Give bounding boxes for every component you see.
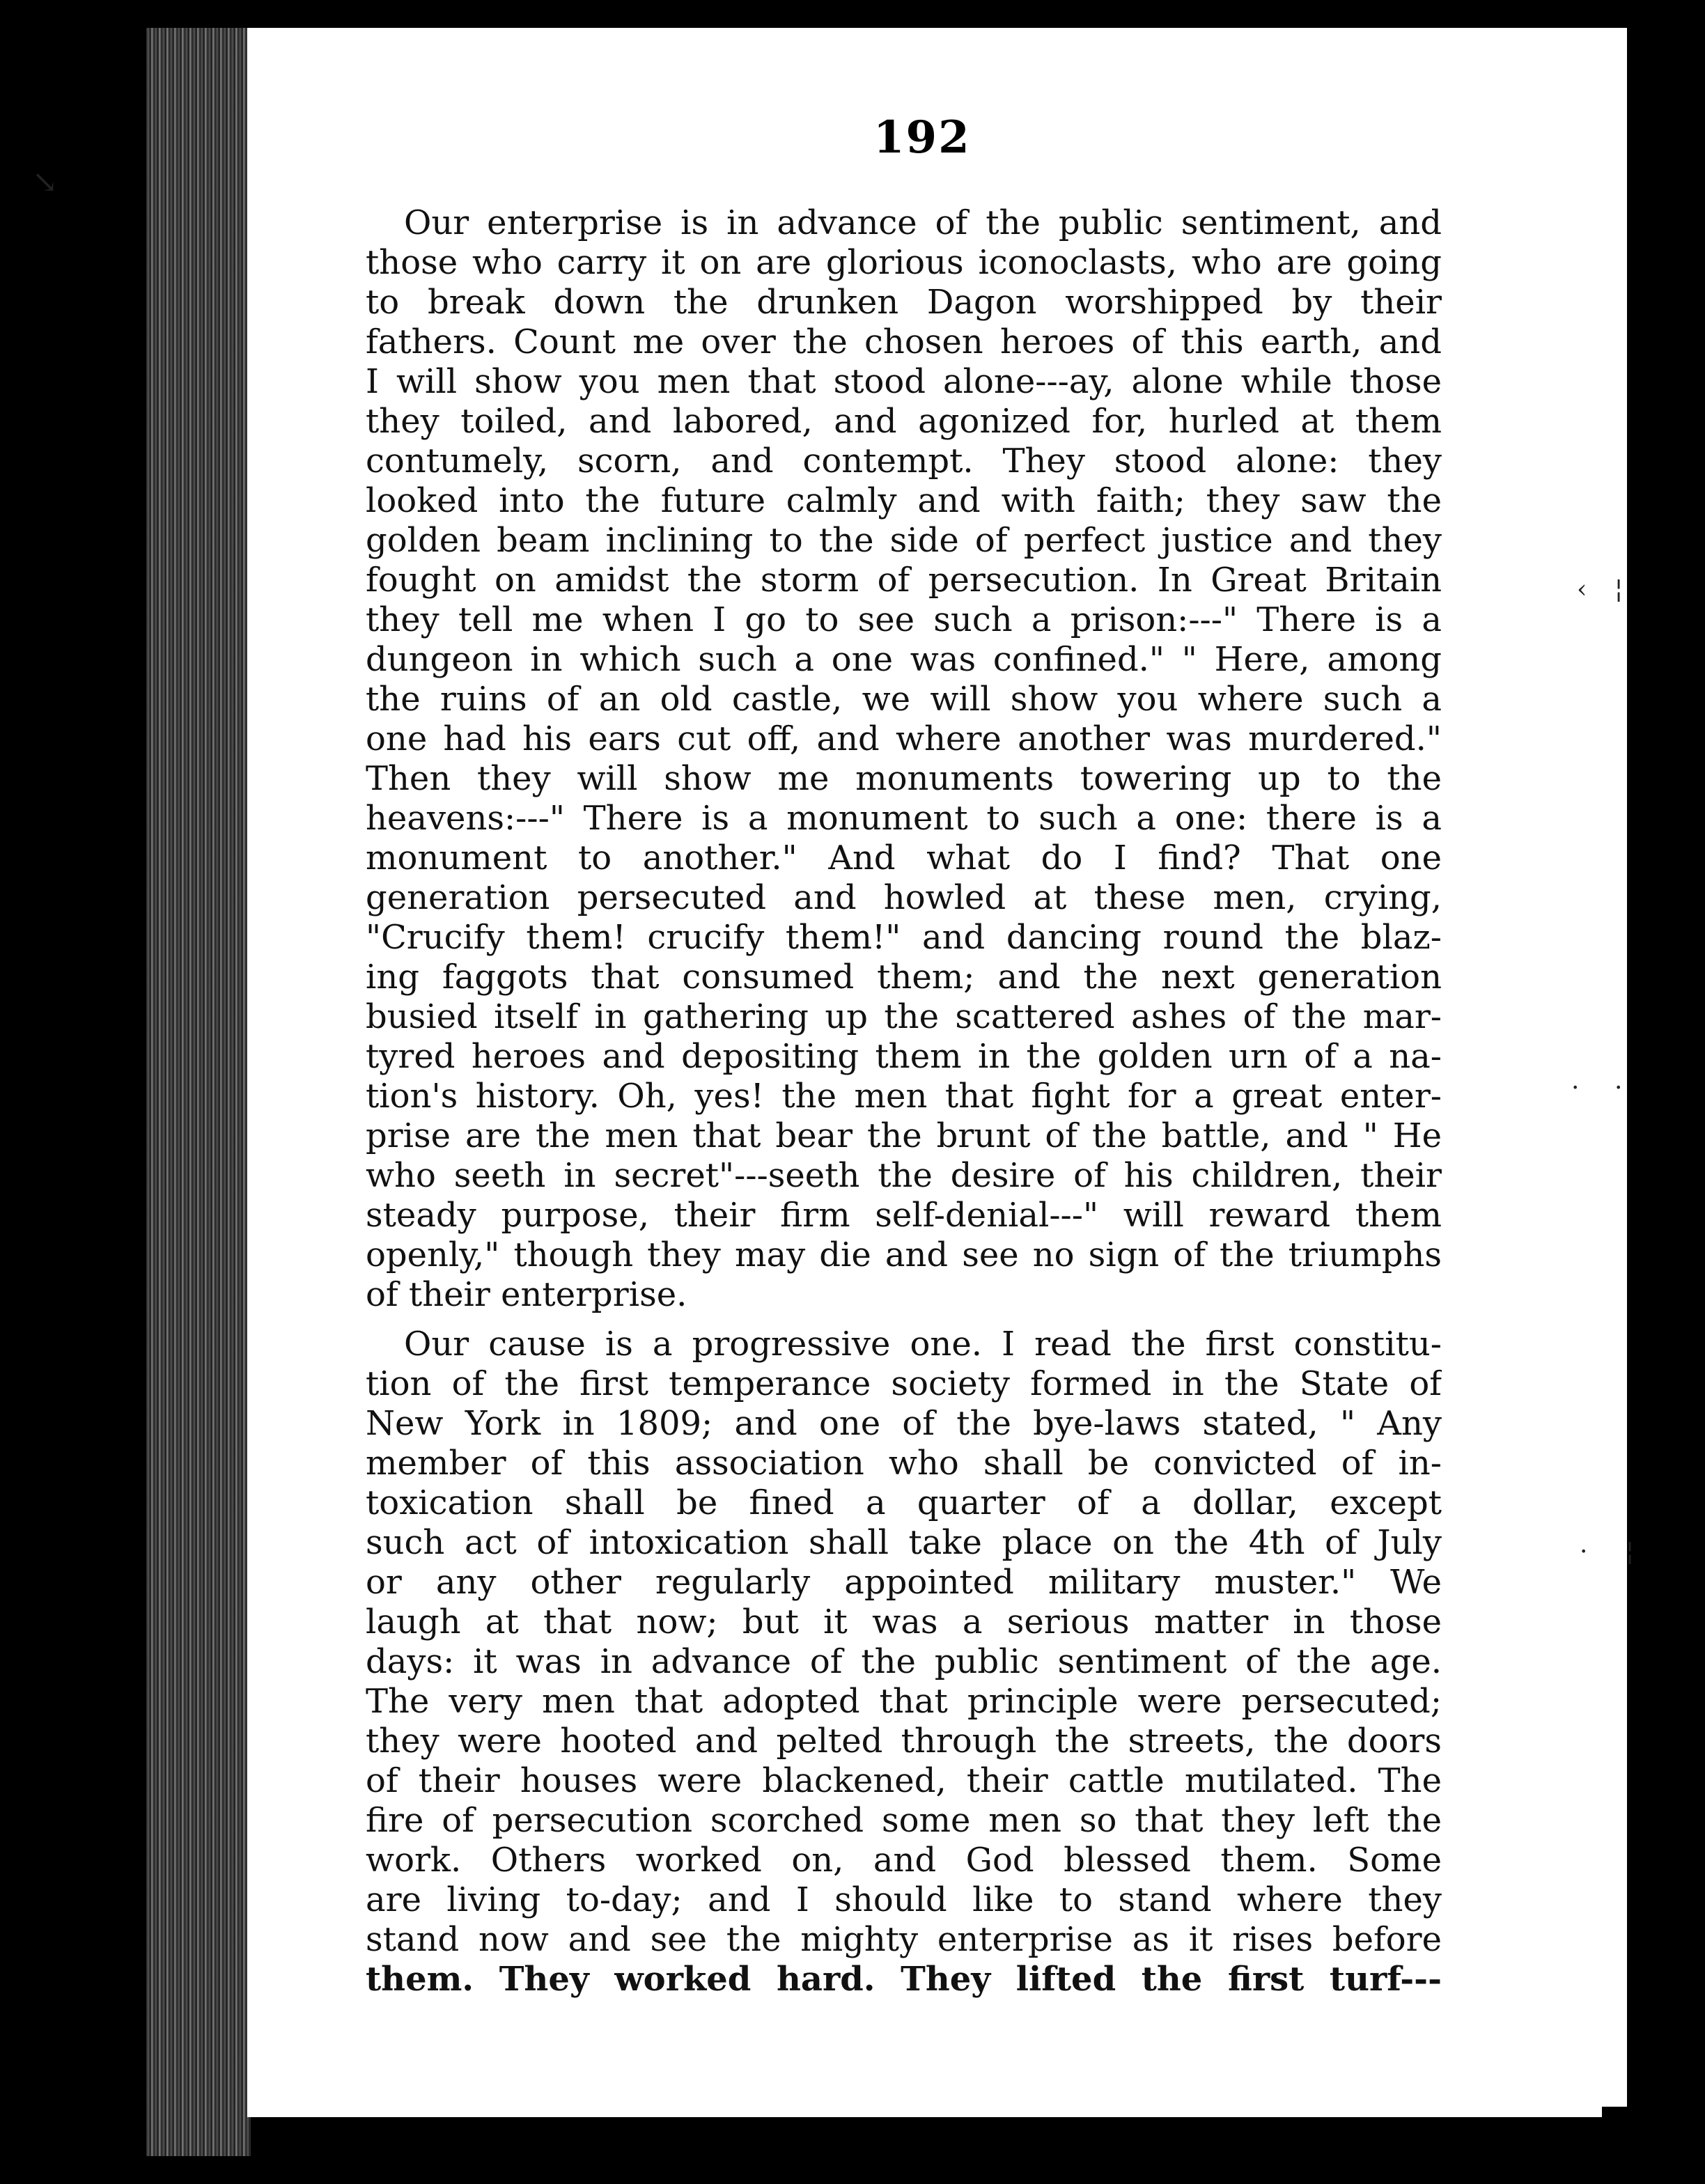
- text-line: them. They worked hard. They lifted the first turf---: [366, 1960, 1442, 1999]
- text-line: dungeon in which such a one was confined." " Here, among: [366, 640, 1442, 679]
- text-line: member of this association who shall be convicted of in-: [366, 1444, 1442, 1483]
- margin-mark: ·: [1580, 1538, 1588, 1566]
- text-line: monument to another." And what do I find? That one: [366, 838, 1442, 878]
- text-line: I will show you men that stood alone---ay, alone while those: [366, 362, 1442, 401]
- book-spine: [146, 28, 251, 2156]
- text-line: they tell me when I go to see such a prison:---" There is a: [366, 600, 1442, 639]
- text-line: fathers. Count me over the chosen heroes of this earth, and: [366, 322, 1442, 361]
- body-text: [366, 203, 1442, 1999]
- film-scratch-mark: ↘: [32, 164, 58, 200]
- text-line: Our enterprise is in advance of the public sentiment, and: [404, 203, 1442, 242]
- text-line: tion of the first temperance society formed in the State of: [366, 1364, 1442, 1403]
- text-line: looked into the future calmly and with faith; they saw the: [366, 481, 1442, 520]
- paragraph-1: [366, 203, 1442, 1315]
- text-line: openly," though they may die and see no sign of the triumphs: [366, 1235, 1442, 1274]
- margin-mark: ·: [1614, 1074, 1623, 1102]
- text-line: of their enterprise.: [366, 1275, 687, 1314]
- text-line: they were hooted and pelted through the streets, the doors: [366, 1722, 1442, 1761]
- text-line: busied itself in gathering up the scattered ashes of the mar-: [366, 997, 1442, 1036]
- text-line: laugh at that now; but it was a serious matter in those: [366, 1602, 1442, 1641]
- text-line: of their houses were blackened, their cattle mutilated. The: [366, 1761, 1442, 1800]
- text-line: the ruins of an old castle, we will show you where such a: [366, 680, 1442, 719]
- text-line: fought on amidst the storm of persecution. In Great Britain: [366, 561, 1442, 600]
- text-line: tion's history. Oh, yes! the men that fight for a great enter-: [366, 1077, 1442, 1116]
- text-line: tyred heroes and depositing them in the golden urn of a na-: [366, 1037, 1442, 1076]
- text-line: The very men that adopted that principle were persecuted;: [366, 1682, 1442, 1721]
- text-line: prise are the men that bear the brunt of the battle, and " He: [366, 1116, 1442, 1155]
- facing-page-edge: [1602, 28, 1627, 2107]
- paragraph-gap: [366, 1315, 1442, 1325]
- margin-mark: ¦: [1626, 1538, 1635, 1566]
- text-line: who seeth in secret"---seeth the desire of his children, their: [366, 1156, 1442, 1195]
- text-line: contumely, scorn, and contempt. They stood alone: they: [366, 442, 1442, 481]
- text-line: fire of persecution scorched some men so that they left the: [366, 1801, 1442, 1840]
- text-line: to break down the drunken Dagon worshipped by their: [366, 283, 1442, 322]
- margin-mark: ·: [1571, 1074, 1580, 1102]
- text-line: steady purpose, their firm self-denial---" will reward them: [366, 1196, 1442, 1235]
- text-line: or any other regularly appointed military muster." We: [366, 1563, 1442, 1602]
- margin-mark: ‹: [1577, 575, 1587, 604]
- text-line: such act of intoxication shall take place on the 4th of July: [366, 1523, 1442, 1562]
- text-line: "Crucify them! crucify them!" and dancing round the blaz-: [366, 918, 1442, 957]
- text-line: generation persecuted and howled at these men, crying,: [366, 878, 1442, 917]
- text-line: toxication shall be fined a quarter of a dollar, except: [366, 1483, 1442, 1522]
- text-line: days: it was in advance of the public sentiment of the age.: [366, 1642, 1442, 1681]
- text-line: stand now and see the mighty enterprise as it rises before: [366, 1920, 1442, 1959]
- text-line: one had his ears cut off, and where another was murdered.": [366, 719, 1442, 758]
- text-line: Our cause is a progressive one. I read the first constitu-: [404, 1325, 1442, 1364]
- text-line: they toiled, and labored, and agonized for, hurled at them: [366, 402, 1442, 441]
- text-line: heavens:---" There is a monument to such a one: there is a: [366, 799, 1442, 838]
- text-line: are living to-day; and I should like to stand where they: [366, 1880, 1442, 1919]
- text-line: ing faggots that consumed them; and the next generation: [366, 958, 1442, 997]
- paragraph-2: [366, 1325, 1442, 1999]
- text-line: golden beam inclining to the side of perfect justice and they: [366, 521, 1442, 560]
- text-line: work. Others worked on, and God blessed them. Some: [366, 1841, 1442, 1880]
- page-number: 192: [873, 111, 971, 164]
- text-line: those who carry it on are glorious iconoclasts, who are going: [366, 243, 1442, 282]
- text-line: New York in 1809; and one of the bye-laws stated, " Any: [366, 1404, 1442, 1443]
- text-line: Then they will show me monuments towering up to the: [366, 759, 1442, 798]
- margin-mark: ¦: [1614, 575, 1624, 604]
